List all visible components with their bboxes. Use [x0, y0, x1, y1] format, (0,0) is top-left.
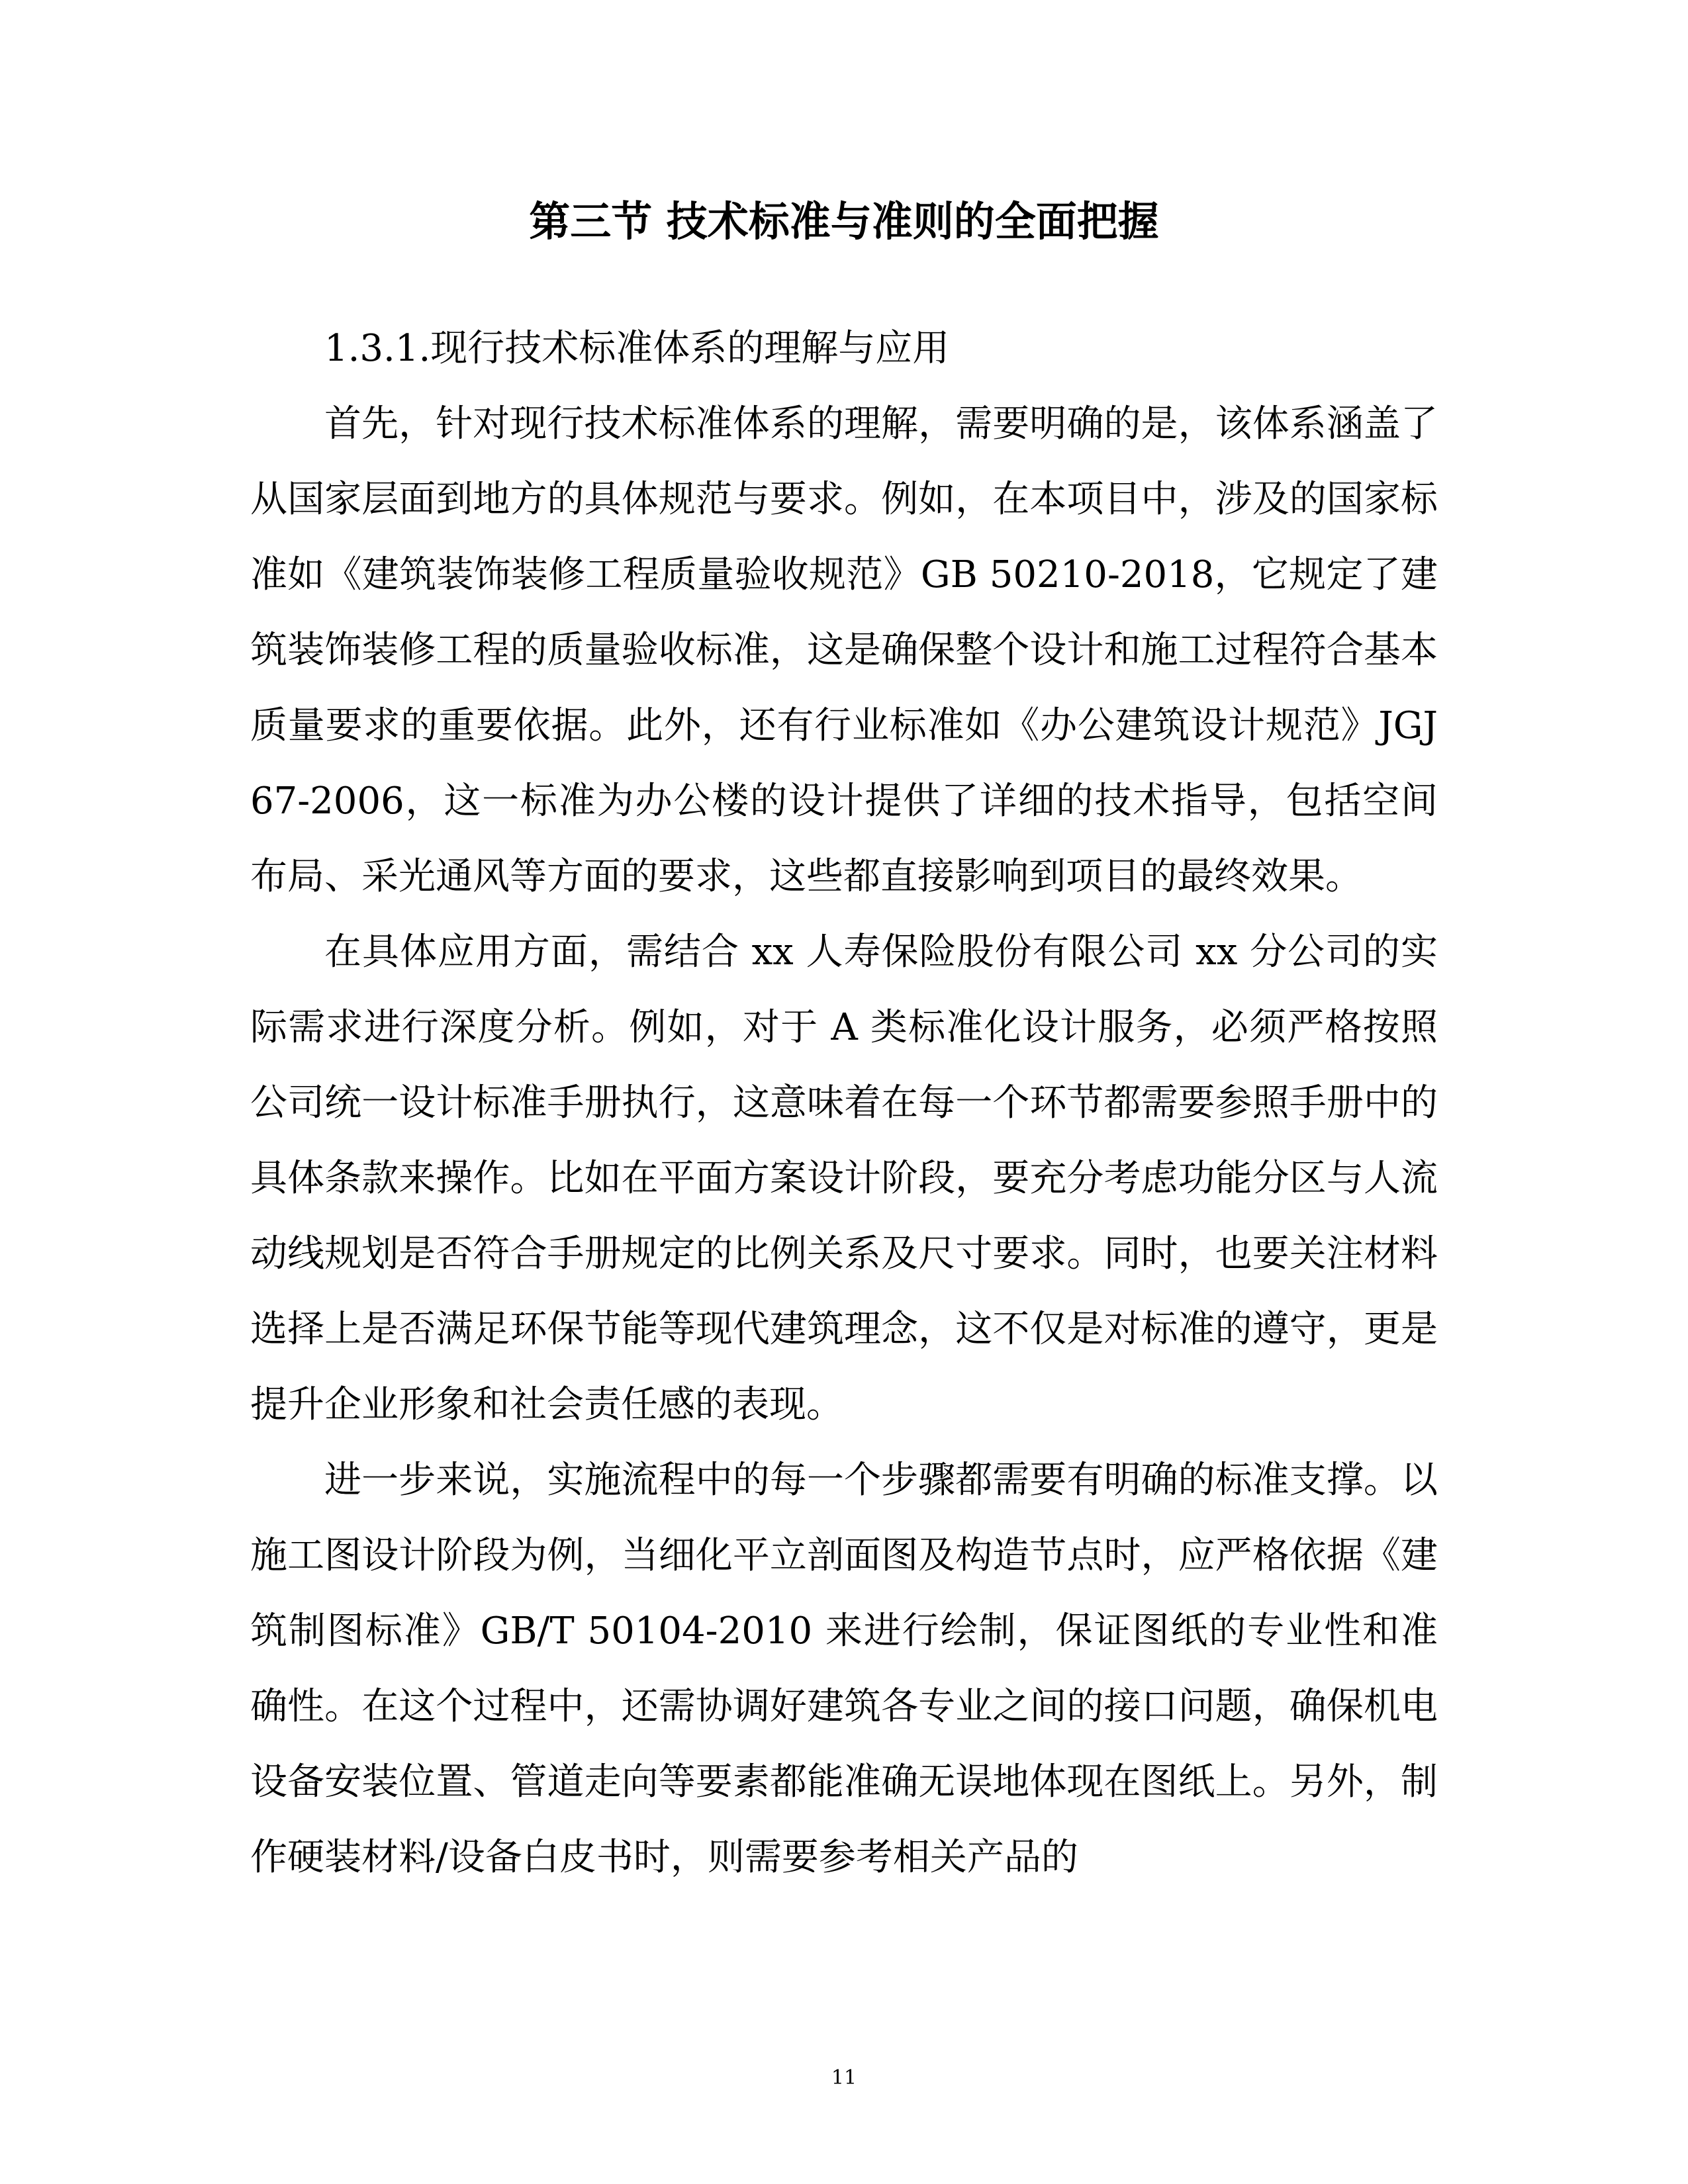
section-title: 第三节 技术标准与准则的全面把握: [529, 197, 1159, 246]
paragraph: 进一步来说，实施流程中的每一个步骤都需要有明确的标准支撑。以施工图设计阶段为例，当细化平立剖面图及构造节点时，应严格依据《建筑制图标准》GB/T 50104-2010 来进行绘制，保证图纸的专业性和准确性。在这个过程中，还需协调好建筑各专业之间的接口问题，确保机电设备安装位置、管道走向等要素都能准确无误地体现在图纸上。另外，制作硬装材料/设备白皮书时，则需要参考相关产品的: [250, 1459, 1438, 1879]
paragraph: 在具体应用方面，需结合 xx 人寿保险股份有限公司 xx 分公司的实际需求进行深度分析。例如，对于 A 类标准化设计服务，必须严格按照公司统一设计标准手册执行，这意味着在每一个环节都需要参照手册中的具体条款来操作。比如在平面方案设计阶段，要充分考虑功能分区与人流动线规划是否符合手册规定的比例关系及尺寸要求。同时，也要关注材料选择上是否满足环保节能等现代建筑理念，这不仅是对标准的遵守，更是提升企业形象和社会责任感的表现。: [250, 931, 1438, 1426]
subsection-heading: 1.3.1.现行技术标准体系的理解与应用: [324, 327, 950, 370]
page-number: 11: [831, 2066, 857, 2089]
body-text: [250, 311, 1438, 1895]
paragraph: 首先，针对现行技术标准体系的理解，需要明确的是，该体系涵盖了从国家层面到地方的具体规范与要求。例如，在本项目中，涉及的国家标准如《建筑装饰装修工程质量验收规范》GB 50210-2018，它规定了建筑装饰装修工程的质量验收标准，这是确保整个设计和施工过程符合基本质量要求的重要依据。此外，还有行业标准如《办公建筑设计规范》JGJ 67-2006，这一标准为办公楼的设计提供了详细的技术指导，包括空间布局、采光通风等方面的要求，这些都直接影响到项目的最终效果。: [250, 402, 1438, 898]
